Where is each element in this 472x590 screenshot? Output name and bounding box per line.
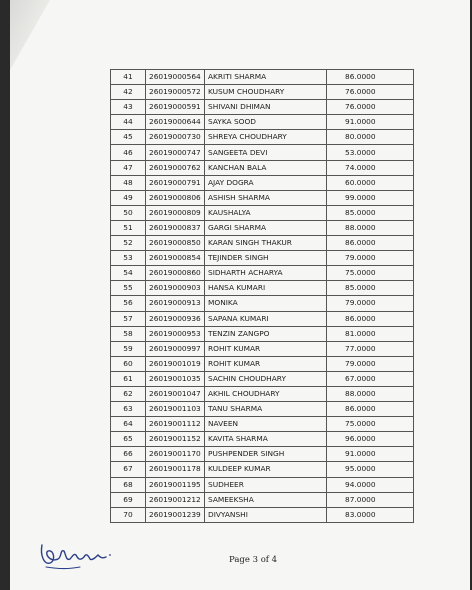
serial-number-cell: 46: [111, 145, 146, 160]
results-table-wrapper: [110, 69, 385, 523]
candidate-name-cell: AJAY DOGRA: [205, 175, 327, 190]
candidate-name-cell: AKRITI SHARMA: [205, 70, 327, 85]
candidate-name-cell: TANU SHARMA: [205, 402, 327, 417]
roll-number-cell: 26019000564: [146, 70, 205, 85]
marks-cell: 95.0000: [327, 462, 414, 477]
results-table-body: [111, 70, 414, 523]
roll-number-cell: 26019001112: [146, 417, 205, 432]
table-row: [111, 477, 414, 492]
roll-number-cell: 26019000850: [146, 236, 205, 251]
candidate-name-cell: SAMEEKSHA: [205, 492, 327, 507]
candidate-name-cell: SACHIN CHOUDHARY: [205, 371, 327, 386]
marks-cell: 60.0000: [327, 175, 414, 190]
candidate-name-cell: SHREYA CHOUDHARY: [205, 130, 327, 145]
table-row: [111, 371, 414, 386]
table-row: [111, 175, 414, 190]
candidate-name-cell: TEJINDER SINGH: [205, 251, 327, 266]
marks-cell: 67.0000: [327, 371, 414, 386]
roll-number-cell: 26019000809: [146, 205, 205, 220]
table-row: [111, 251, 414, 266]
table-row: [111, 326, 414, 341]
table-row: [111, 492, 414, 507]
serial-number-cell: 66: [111, 447, 146, 462]
candidate-name-cell: SHIVANI DHIMAN: [205, 100, 327, 115]
serial-number-cell: 57: [111, 311, 146, 326]
candidate-name-cell: ASHISH SHARMA: [205, 190, 327, 205]
marks-cell: 79.0000: [327, 296, 414, 311]
table-row: [111, 386, 414, 401]
roll-number-cell: 26019000791: [146, 175, 205, 190]
table-row: [111, 462, 414, 477]
candidate-name-cell: SAPANA KUMARI: [205, 311, 327, 326]
marks-cell: 87.0000: [327, 492, 414, 507]
table-row: [111, 432, 414, 447]
marks-cell: 75.0000: [327, 417, 414, 432]
roll-number-cell: 26019000730: [146, 130, 205, 145]
candidate-name-cell: KAVITA SHARMA: [205, 432, 327, 447]
candidate-name-cell: ROHIT KUMAR: [205, 356, 327, 371]
table-row: [111, 100, 414, 115]
roll-number-cell: 26019000913: [146, 296, 205, 311]
roll-number-cell: 26019001195: [146, 477, 205, 492]
roll-number-cell: 26019001103: [146, 402, 205, 417]
table-row: [111, 417, 414, 432]
candidate-name-cell: SAYKA SOOD: [205, 115, 327, 130]
candidate-name-cell: TENZIN ZANGPO: [205, 326, 327, 341]
serial-number-cell: 53: [111, 251, 146, 266]
roll-number-cell: 26019001178: [146, 462, 205, 477]
serial-number-cell: 68: [111, 477, 146, 492]
marks-cell: 96.0000: [327, 432, 414, 447]
roll-number-cell: 26019000747: [146, 145, 205, 160]
candidate-name-cell: HANSA KUMARI: [205, 281, 327, 296]
serial-number-cell: 50: [111, 205, 146, 220]
roll-number-cell: 26019001239: [146, 507, 205, 522]
roll-number-cell: 26019000860: [146, 266, 205, 281]
roll-number-cell: 26019001019: [146, 356, 205, 371]
candidate-name-cell: KULDEEP KUMAR: [205, 462, 327, 477]
roll-number-cell: 26019001152: [146, 432, 205, 447]
serial-number-cell: 62: [111, 386, 146, 401]
candidate-name-cell: GARGI SHARMA: [205, 220, 327, 235]
serial-number-cell: 49: [111, 190, 146, 205]
roll-number-cell: 26019000854: [146, 251, 205, 266]
table-row: [111, 296, 414, 311]
table-row: [111, 356, 414, 371]
marks-cell: 76.0000: [327, 100, 414, 115]
marks-cell: 86.0000: [327, 402, 414, 417]
page-number: Page 3 of 4: [229, 555, 278, 565]
serial-number-cell: 63: [111, 402, 146, 417]
roll-number-cell: 26019001170: [146, 447, 205, 462]
roll-number-cell: 26019000806: [146, 190, 205, 205]
serial-number-cell: 45: [111, 130, 146, 145]
roll-number-cell: 26019000572: [146, 85, 205, 100]
table-row: [111, 236, 414, 251]
table-row: [111, 507, 414, 522]
table-row: [111, 220, 414, 235]
signature: [36, 533, 116, 573]
serial-number-cell: 60: [111, 356, 146, 371]
marks-cell: 86.0000: [327, 236, 414, 251]
serial-number-cell: 58: [111, 326, 146, 341]
table-row: [111, 130, 414, 145]
marks-cell: 94.0000: [327, 477, 414, 492]
serial-number-cell: 48: [111, 175, 146, 190]
candidate-name-cell: MONIKA: [205, 296, 327, 311]
serial-number-cell: 61: [111, 371, 146, 386]
marks-cell: 83.0000: [327, 507, 414, 522]
serial-number-cell: 70: [111, 507, 146, 522]
serial-number-cell: 47: [111, 160, 146, 175]
candidate-name-cell: SUDHEER: [205, 477, 327, 492]
serial-number-cell: 42: [111, 85, 146, 100]
candidate-name-cell: KAUSHALYA: [205, 205, 327, 220]
marks-cell: 77.0000: [327, 341, 414, 356]
table-row: [111, 311, 414, 326]
roll-number-cell: 26019001212: [146, 492, 205, 507]
marks-cell: 80.0000: [327, 130, 414, 145]
marks-cell: 91.0000: [327, 447, 414, 462]
marks-cell: 74.0000: [327, 160, 414, 175]
marks-cell: 86.0000: [327, 311, 414, 326]
serial-number-cell: 43: [111, 100, 146, 115]
serial-number-cell: 67: [111, 462, 146, 477]
marks-cell: 99.0000: [327, 190, 414, 205]
candidate-name-cell: KARAN SINGH THAKUR: [205, 236, 327, 251]
roll-number-cell: 26019001035: [146, 371, 205, 386]
candidate-name-cell: SANGEETA DEVI: [205, 145, 327, 160]
candidate-name-cell: NAVEEN: [205, 417, 327, 432]
table-row: [111, 281, 414, 296]
candidate-name-cell: AKHIL CHOUDHARY: [205, 386, 327, 401]
roll-number-cell: 26019000591: [146, 100, 205, 115]
candidate-name-cell: KANCHAN BALA: [205, 160, 327, 175]
marks-cell: 76.0000: [327, 85, 414, 100]
roll-number-cell: 26019000936: [146, 311, 205, 326]
marks-cell: 88.0000: [327, 386, 414, 401]
results-table: [110, 69, 414, 523]
table-row: [111, 115, 414, 130]
roll-number-cell: 26019000903: [146, 281, 205, 296]
table-row: [111, 402, 414, 417]
serial-number-cell: 69: [111, 492, 146, 507]
marks-cell: 53.0000: [327, 145, 414, 160]
roll-number-cell: 26019000997: [146, 341, 205, 356]
candidate-name-cell: SIDHARTH ACHARYA: [205, 266, 327, 281]
serial-number-cell: 41: [111, 70, 146, 85]
roll-number-cell: 26019001047: [146, 386, 205, 401]
candidate-name-cell: PUSHPENDER SINGH: [205, 447, 327, 462]
serial-number-cell: 54: [111, 266, 146, 281]
marks-cell: 79.0000: [327, 356, 414, 371]
roll-number-cell: 26019000953: [146, 326, 205, 341]
table-row: [111, 85, 414, 100]
table-row: [111, 190, 414, 205]
table-row: [111, 70, 414, 85]
candidate-name-cell: DIVYANSHI: [205, 507, 327, 522]
candidate-name-cell: ROHIT KUMAR: [205, 341, 327, 356]
table-row: [111, 266, 414, 281]
marks-cell: 79.0000: [327, 251, 414, 266]
serial-number-cell: 56: [111, 296, 146, 311]
marks-cell: 85.0000: [327, 281, 414, 296]
serial-number-cell: 65: [111, 432, 146, 447]
marks-cell: 86.0000: [327, 70, 414, 85]
marks-cell: 85.0000: [327, 205, 414, 220]
table-row: [111, 145, 414, 160]
table-row: [111, 205, 414, 220]
roll-number-cell: 26019000762: [146, 160, 205, 175]
serial-number-cell: 59: [111, 341, 146, 356]
table-row: [111, 447, 414, 462]
serial-number-cell: 55: [111, 281, 146, 296]
marks-cell: 91.0000: [327, 115, 414, 130]
serial-number-cell: 52: [111, 236, 146, 251]
table-row: [111, 160, 414, 175]
roll-number-cell: 26019000837: [146, 220, 205, 235]
table-row: [111, 341, 414, 356]
roll-number-cell: 26019000644: [146, 115, 205, 130]
candidate-name-cell: KUSUM CHOUDHARY: [205, 85, 327, 100]
serial-number-cell: 51: [111, 220, 146, 235]
marks-cell: 88.0000: [327, 220, 414, 235]
serial-number-cell: 64: [111, 417, 146, 432]
serial-number-cell: 44: [111, 115, 146, 130]
marks-cell: 75.0000: [327, 266, 414, 281]
marks-cell: 81.0000: [327, 326, 414, 341]
